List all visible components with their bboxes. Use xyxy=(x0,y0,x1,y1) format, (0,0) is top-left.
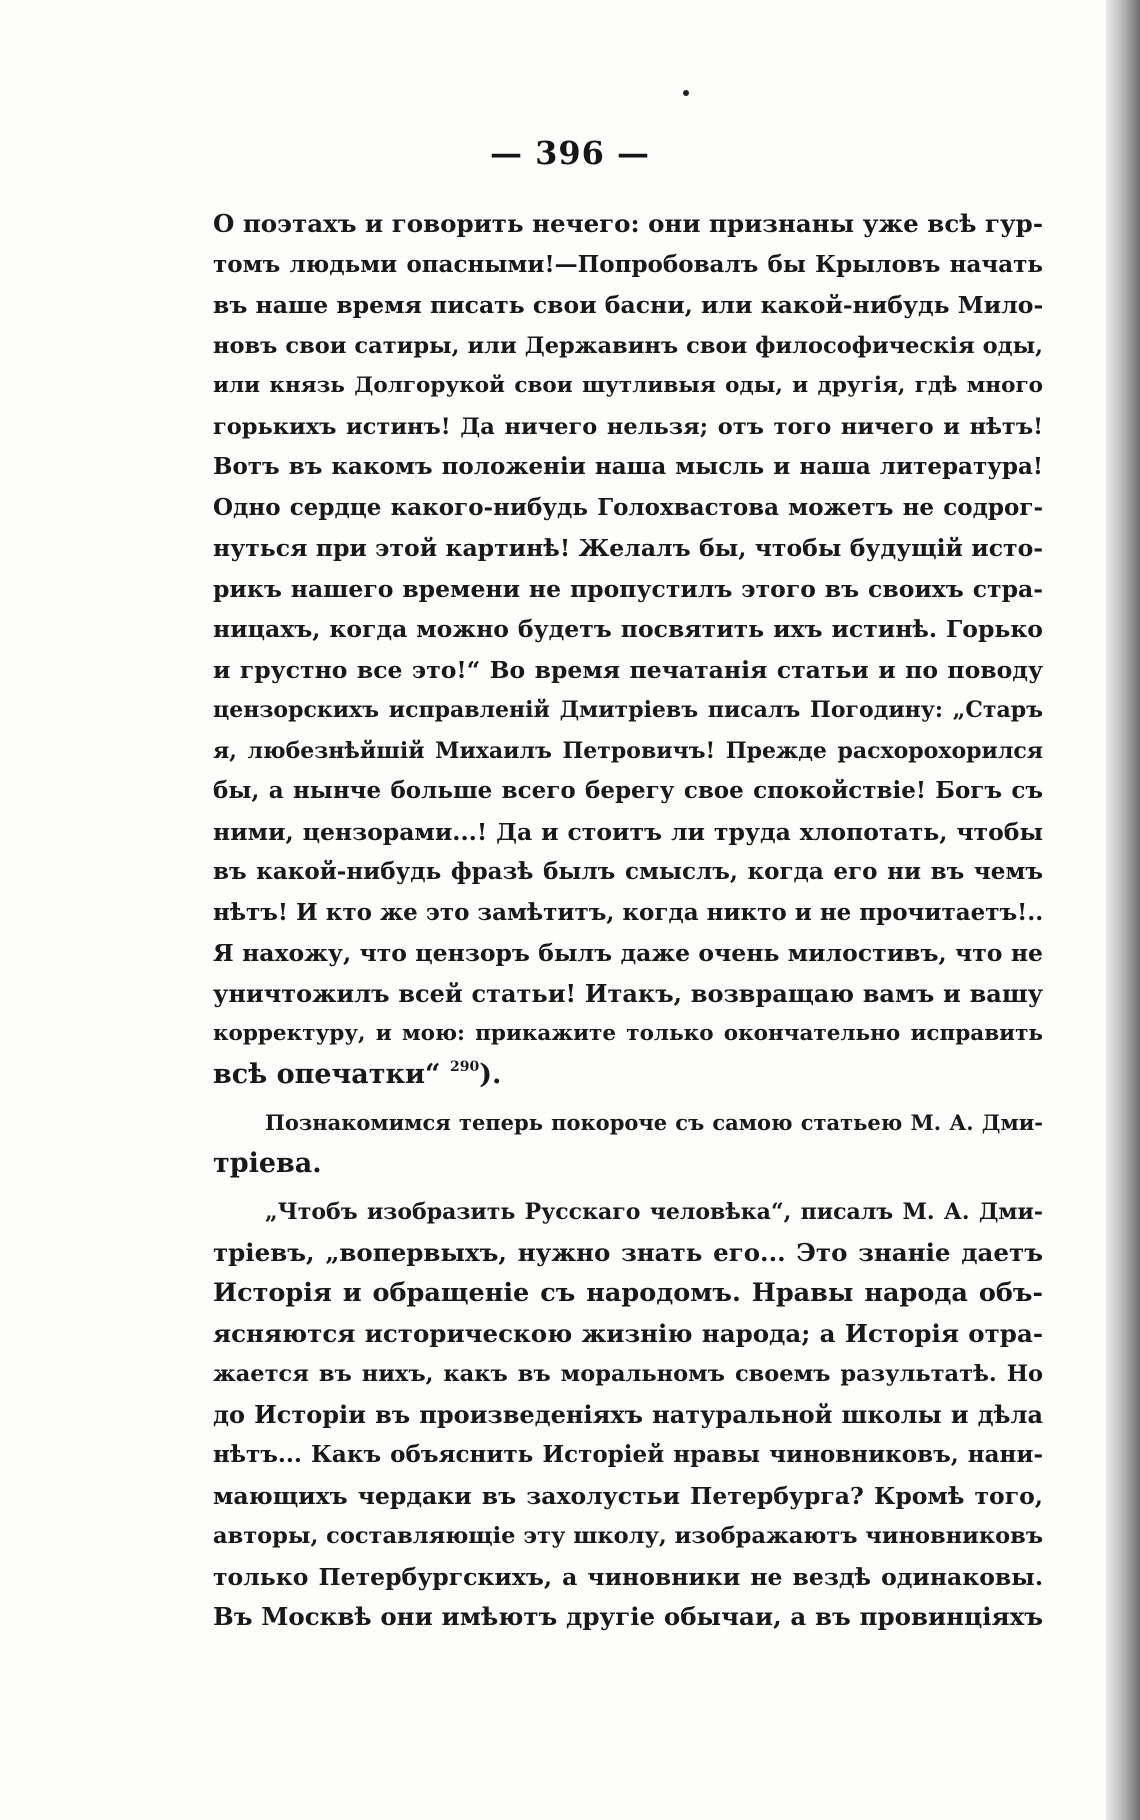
page-edge-shadow xyxy=(1106,0,1140,1820)
text-line: нуться при этой картинѣ! Желалъ бы, чтобы будущій исто- xyxy=(213,534,1043,562)
text-line: корректуру, и мою: прикажите только окончательно исправить xyxy=(213,1021,1043,1046)
text-line: рикъ нашего времени не пропустилъ этого въ своихъ стра- xyxy=(213,574,1043,603)
text-line: до Исторіи въ произведеніяхъ натуральной школы и дѣла xyxy=(213,1399,1043,1429)
text-line: въ наше время писать свои басни, или какой-нибудь Мило- xyxy=(213,291,1044,319)
text-line: только Петербургскихъ, а чиновники не вездѣ одинаковы. xyxy=(213,1562,1043,1591)
text-line-indented: „Чтобъ изобразить Русскаго человѣка“, писалъ М. А. Дми- xyxy=(265,1199,1043,1225)
text-line: нѣтъ! И кто же это замѣтитъ, когда никто и не прочитаетъ!.. xyxy=(213,898,1044,926)
last-line-text: всѣ опечатки“ xyxy=(213,1058,441,1090)
text-line: я, любезнѣйшій Михаилъ Петровичъ! Прежде расхорохорился xyxy=(213,737,1043,764)
text-line: авторы, составляющіе эту школу, изображаютъ чиновниковъ xyxy=(213,1523,1043,1549)
text-line-last: тріева. xyxy=(213,1147,322,1179)
print-speck xyxy=(683,90,689,96)
text-line: тріевъ, „вопервыхъ, нужно знать его... Это знаніе даетъ xyxy=(213,1237,1043,1267)
text-line: томъ людьми опасными!—Попробовалъ бы Крыловъ начать xyxy=(213,250,1043,278)
text-line: Въ Москвѣ они имѣютъ другіе обычаи, а въ провинціяхъ xyxy=(213,1602,1043,1631)
text-line: горькихъ истинъ! Да ничего нельзя; отъ того ничего и нѣтъ! xyxy=(213,413,1043,440)
text-line: уничтожилъ всей статьи! Итакъ, возвращаю вамъ и вашу xyxy=(213,978,1043,1008)
text-line: нѣтъ... Какъ объяснить Исторіей нравы чиновниковъ, нани- xyxy=(213,1441,1043,1468)
text-line-last xyxy=(213,1055,1043,1096)
text-line: ницахъ, когда можно будетъ посвятить ихъ истинѣ. Горько xyxy=(213,615,1043,643)
footnote-ref: 290 xyxy=(449,1058,480,1075)
text-line: О поэтахъ и говорить нечего: они признаны уже всѣ гур- xyxy=(213,209,1043,238)
text-line: или князь Долгорукой свои шутливыя оды, и другія, гдѣ много xyxy=(213,373,1043,398)
text-line: Я нахожу, что цензоръ былъ даже очень милостивъ, что не xyxy=(213,939,1043,967)
text-line: Вотъ въ какомъ положеніи наша мысль и наша литература! xyxy=(213,453,1043,480)
text-line: жается въ нихъ, какъ въ моральномъ своемъ разультатѣ. Но xyxy=(213,1361,1043,1387)
text-line: новъ свои сатиры, или Державинъ свои философическія оды, xyxy=(213,332,1043,359)
text-line: Исторія и обращеніе съ народомъ. Нравы народа объ- xyxy=(213,1278,1043,1308)
last-line-end: ). xyxy=(479,1058,502,1090)
text-line: ними, цензорами...! Да и стоитъ ли труда хлопотать, чтобы xyxy=(213,817,1043,846)
text-line: Одно сердце какого-нибудь Голохвастова можетъ не содрог- xyxy=(213,493,1043,521)
text-line: цензорскихъ исправленій Дмитріевъ писалъ Погодину: „Старъ xyxy=(213,697,1043,723)
page-number: — 396 — xyxy=(489,134,651,172)
body-text xyxy=(213,204,1043,1638)
text-line: бы, а нынче больше всего берегу свое спокойствіе! Богъ съ xyxy=(213,777,1043,804)
text-line: и грустно все это!“ Во время печатанія статьи и по поводу xyxy=(213,655,1043,684)
text-line: ясняются историческою жизнію народа; а Исторія отра- xyxy=(213,1318,1043,1348)
text-line: мающихъ чердаки въ захолустьи Петербурга? Кромѣ того, xyxy=(213,1481,1043,1510)
text-line: въ какой-нибудь фразѣ былъ смыслъ, когда его ни въ чемъ xyxy=(213,858,1043,885)
text-line-indented: Познакомимся теперь покороче съ самою статьею М. А. Дми- xyxy=(265,1110,1043,1135)
